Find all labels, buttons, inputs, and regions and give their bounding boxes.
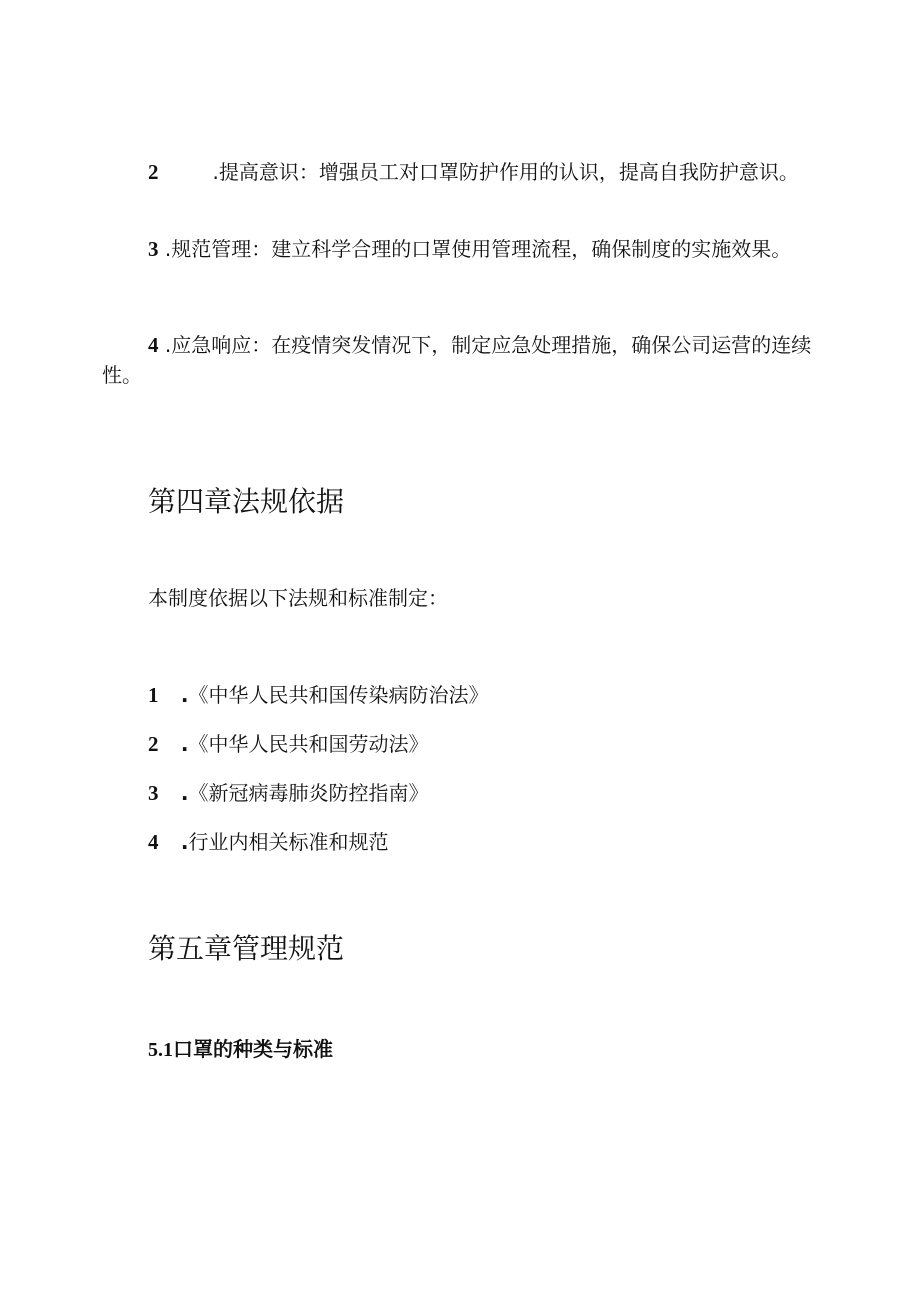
regulation-text: 行业内相关标准和规范	[188, 830, 389, 854]
chapter-4-title: 第四章法规依据	[148, 485, 345, 518]
goal-dot: .	[164, 237, 172, 261]
regulation-number: 1	[148, 683, 159, 707]
regulation-number: 4	[148, 830, 159, 854]
chapter-4-intro: 本制度依据以下法规和标准制定：	[148, 586, 448, 610]
section-text: 口罩的种类与标准	[173, 1037, 333, 1061]
section-number: 5.1	[148, 1039, 173, 1061]
goal-number: 2	[148, 160, 159, 184]
goal-dot: .	[212, 160, 219, 184]
goal-item-4	[102, 330, 814, 390]
regulation-text: 《中华人民共和国劳动法》	[188, 732, 429, 756]
regulation-dot: .	[180, 781, 189, 805]
goal-text: 应急响应：在疫情突发情况下，制定应急处理措施，确保公司运营的连续性。	[102, 333, 812, 387]
regulation-dot: .	[180, 683, 189, 707]
chapter-5-title: 第五章管理规范	[148, 932, 345, 965]
goal-number: 3	[148, 237, 159, 261]
goal-dot: .	[164, 333, 172, 357]
goal-item-2	[102, 157, 814, 187]
regulation-dot: .	[180, 732, 189, 756]
goal-text: 规范管理：建立科学合理的口罩使用管理流程，确保制度的实施效果。	[171, 237, 792, 261]
regulation-item-3	[148, 778, 429, 808]
regulation-dot: .	[180, 830, 189, 854]
goal-item-3	[102, 234, 814, 264]
regulation-number: 3	[148, 781, 159, 805]
regulation-item-2	[148, 729, 429, 759]
regulation-number: 2	[148, 732, 159, 756]
regulation-item-4	[148, 827, 389, 857]
regulation-text: 《新冠病毒肺炎防控指南》	[188, 781, 429, 805]
section-5-1-title	[148, 1034, 333, 1065]
regulation-text: 《中华人民共和国传染病防治法》	[188, 683, 489, 707]
goal-number: 4	[148, 333, 159, 357]
goal-text: 提高意识：增强员工对口罩防护作用的认识，提高自我防护意识。	[218, 160, 799, 184]
regulation-item-1	[148, 680, 489, 710]
